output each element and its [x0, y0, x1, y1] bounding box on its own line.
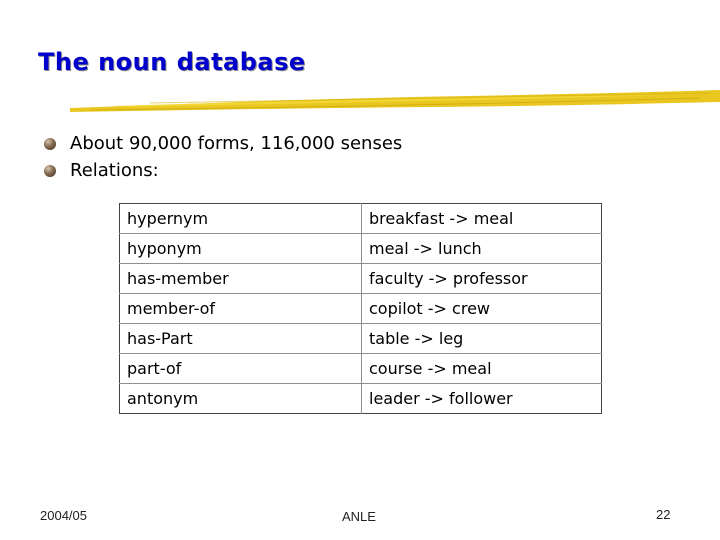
- table-row: [120, 324, 602, 354]
- relation-cell: hyponym: [120, 234, 362, 264]
- bullet-ball-icon: [44, 165, 56, 177]
- example-cell: table -> leg: [362, 324, 602, 354]
- relation-cell: hypernym: [120, 204, 362, 234]
- relation-cell: has-Part: [120, 324, 362, 354]
- relation-cell: antonym: [120, 384, 362, 414]
- bullet-item: [44, 130, 402, 157]
- bullet-ball-icon: [44, 138, 56, 150]
- table-row: [120, 264, 602, 294]
- relation-cell: has-member: [120, 264, 362, 294]
- example-cell: breakfast -> meal: [369, 209, 514, 228]
- table-row: [120, 234, 602, 264]
- bullet-list: [44, 130, 402, 184]
- example-cell: leader -> follower: [362, 384, 602, 414]
- bullet-text: Relations:: [70, 160, 159, 181]
- example-cell: copilot -> crew: [362, 294, 602, 324]
- page-number: 22: [656, 507, 671, 522]
- example-cell: course -> meal: [362, 354, 602, 384]
- footer-center-text: ANLE: [342, 509, 376, 524]
- example-cell: meal -> lunch: [362, 234, 602, 264]
- table-row: [120, 294, 602, 324]
- title-underline-brush: [70, 86, 720, 116]
- slide-title: The noun database: [38, 48, 306, 76]
- relations-table: [119, 203, 602, 414]
- table-row: [120, 354, 602, 384]
- bullet-item: [44, 157, 402, 184]
- table-row: [120, 204, 602, 234]
- relation-cell: member-of: [120, 294, 362, 324]
- table-row: [120, 384, 602, 414]
- bullet-text: About 90,000 forms, 116,000 senses: [70, 133, 403, 154]
- relation-cell: part-of: [120, 354, 362, 384]
- footer-date: 2004/05: [40, 508, 87, 523]
- example-cell: faculty -> professor: [362, 264, 602, 294]
